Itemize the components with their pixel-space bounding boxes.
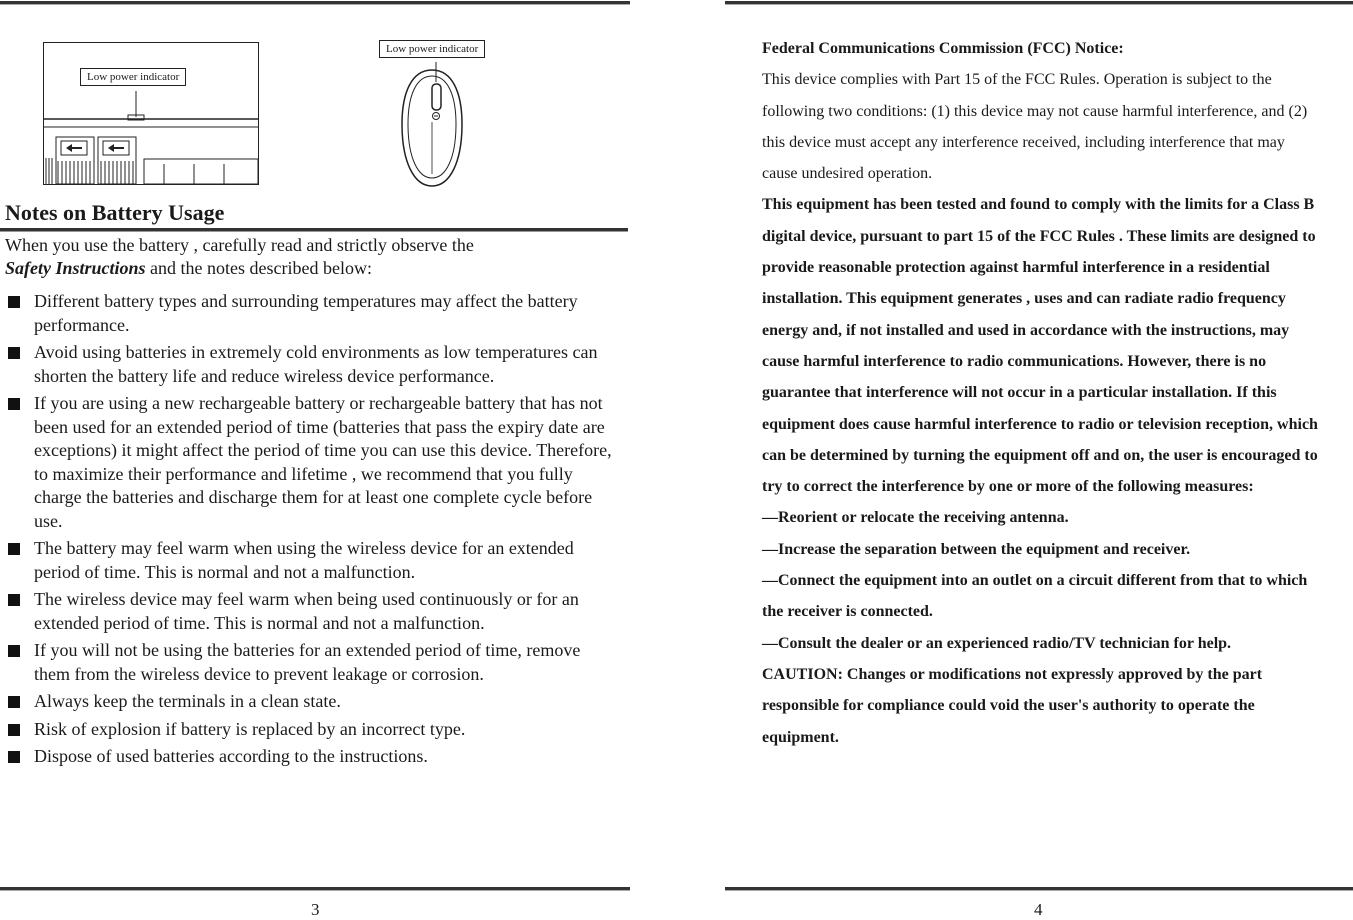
bottom-rule-right [725,887,1353,891]
bottom-rule-left [0,887,630,891]
keyboard-drawing [44,43,258,184]
heading-underline [0,228,628,232]
list-item: Dispose of used batteries according to the instructions. [8,745,620,769]
list-item: The wireless device may feel warm when being used continuously or for an extended period of time. This is normal and not a malfunction. [8,588,620,635]
fcc-measure: —Reorient or relocate the receiving antenna. [762,509,1069,527]
keyboard-illustration [43,42,259,185]
battery-notes-heading: Notes on Battery Usage [5,200,225,225]
safety-instructions-emphasis: Safety Instructions [5,258,146,278]
mouse-drawing [400,62,464,190]
fcc-measure: —Consult the dealer or an experienced radio/TV technician for help. [762,634,1232,652]
list-item: Different battery types and surrounding temperatures may affect the battery performance. [8,290,620,337]
list-item: Risk of explosion if battery is replaced by an incorrect type. [8,718,620,742]
mouse-callout-label: Low power indicator [379,40,485,58]
list-item: Always keep the terminals in a clean state. [8,690,620,714]
fcc-caution: CAUTION: Changes or modifications not expressly approved by the part responsible for compliance could void the user's authority to operate the equipment. [762,665,1263,746]
list-item: Avoid using batteries in extremely cold environments as low temperatures can shorten the battery life and reduce wireless device performance. [8,341,620,388]
battery-notes-list [8,290,620,773]
fcc-class-b-paragraph: This equipment has been tested and found to comply with the limits for a Class B digital device, pursuant to part 15 of the FCC Rules . These limits are designed to provide reasonable protection against harmful interference in a residential installation. This equipment generates , uses and can radiate radio frequency energy and, if not installed and used in accordance with the instructions, may cause harmful interference to radio communications. However, there is no guarantee that interference will not occur in a particular installation. If this equipment does cause harmful interference to radio or television reception, which can be determined by turning the equipment off and on, the user is encouraged to try to correct the interference by one or more of the following measures: [762,196,1318,496]
fcc-notice [762,33,1322,753]
keyboard-callout-label: Low power indicator [80,68,186,86]
intro-text-start: When you use the battery , carefully read and strictly observe the [5,235,474,255]
top-rule-left [0,1,630,5]
fcc-title: Federal Communications Commission (FCC) Notice: [762,40,1124,57]
fcc-measure: —Increase the separation between the equipment and receiver. [762,540,1191,558]
top-rule-right [725,1,1353,5]
page-number-left: 3 [311,900,320,919]
intro-text-end: and the notes described below: [150,258,372,278]
fcc-compliance-paragraph: This device complies with Part 15 of the FCC Rules. Operation is subject to the following two conditions: (1) this device may not cause harmful interference, and (2) this device must accept any interference received, including interference that may cause undesired operation. [762,71,1308,183]
list-item: The battery may feel warm when using the wireless device for an extended period of time. This is normal and not a malfunction. [8,537,620,584]
list-item: If you are using a new rechargeable battery or rechargeable battery that has not been used for an extended period of time (batteries that pass the expiry date are exceptions) it might affect the period of time you can use this device. Therefore, to maximize their performance and lifetime , we recommend that you fully charge the batteries and discharge them for at least one complete cycle before use. [8,392,620,533]
fcc-measure: —Connect the equipment into an outlet on a circuit different from that to which the receiver is connected. [762,572,1308,621]
page-number-right: 4 [1034,900,1043,919]
battery-intro [5,234,615,280]
list-item: If you will not be using the batteries for an extended period of time, remove them from the wireless device to prevent leakage or corrosion. [8,639,620,686]
